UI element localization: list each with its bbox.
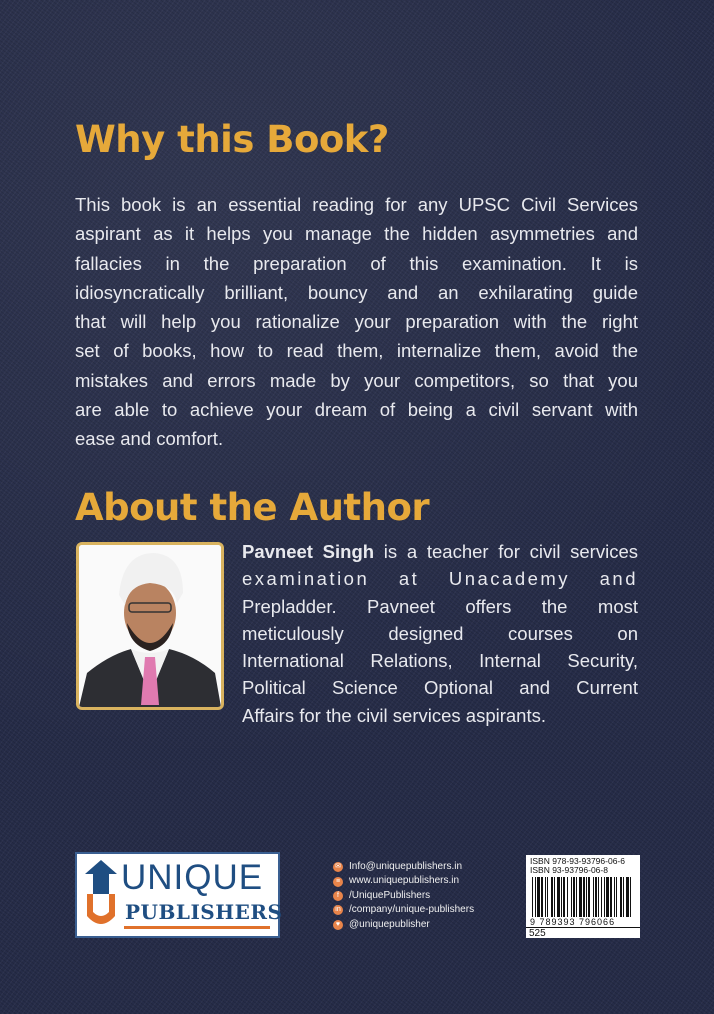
contact-text: /company/unique-publishers <box>349 904 475 916</box>
barcode-bar <box>616 877 617 917</box>
contact-linkedin[interactable] <box>333 903 474 917</box>
author-name: Pavneet Singh <box>242 541 375 562</box>
text-line: aspirant as it helps you manage the hidden asymmetries and <box>75 223 638 245</box>
text-line: that will help you rationalize your preparation with the right <box>75 311 638 333</box>
barcode-bar <box>532 877 533 917</box>
text-line: Political Science Optional and Current <box>242 677 638 699</box>
linkedin-icon: in <box>333 905 343 915</box>
barcode-bar <box>561 877 562 917</box>
barcode-bar <box>579 877 582 917</box>
isbn10: ISBN 93-93796-06-8 <box>530 865 608 875</box>
barcode-bar <box>588 877 590 917</box>
text-line: This book is an essential reading for any UPSC Civil Services <box>75 194 638 215</box>
text-line: examination at Unacademy and <box>242 568 638 590</box>
barcode-bar <box>583 877 585 917</box>
barcode-bar <box>595 877 597 917</box>
text-line: meticulously designed courses on <box>242 622 638 644</box>
barcode-bar <box>623 877 624 917</box>
email-icon: ✉ <box>333 862 343 872</box>
why-heading: Why this Book? <box>75 118 389 161</box>
logo-publishers-text: PUBLISHERS <box>125 900 283 924</box>
why-paragraph <box>75 190 638 454</box>
contact-list <box>333 860 474 932</box>
text-line: mistakes and errors made by your competitors, so that you <box>75 369 638 391</box>
barcode-bar <box>598 877 599 917</box>
text-line: Affairs for the civil services aspirants. <box>242 704 546 726</box>
barcode-bar <box>614 877 615 917</box>
facebook-icon: f <box>333 891 343 901</box>
text-fragment: is a teacher for civil services <box>374 541 638 562</box>
barcode-bar <box>610 877 612 917</box>
text-line: Prepladder. Pavneet offers the most <box>242 595 638 617</box>
barcode-bar <box>547 877 548 917</box>
author-photo <box>76 542 224 710</box>
author-heading: About the Author <box>75 486 430 529</box>
barcode-bars <box>530 877 634 917</box>
author-bio <box>242 538 638 729</box>
price-code: 525 <box>526 927 640 939</box>
web-icon: ≡ <box>333 877 343 887</box>
barcode-bar <box>620 877 622 917</box>
contact-website[interactable] <box>333 874 474 888</box>
contact-text: www.uniquepublishers.in <box>349 875 460 887</box>
barcode-bar <box>630 877 631 917</box>
text-line: ease and comfort. <box>75 428 224 450</box>
barcode-bar <box>551 877 553 917</box>
barcode-bar <box>586 877 587 917</box>
barcode-bar <box>557 877 560 917</box>
barcode-digits: 9 789393 796066 <box>530 917 616 927</box>
barcode-bar <box>567 877 568 917</box>
barcode-bar <box>576 877 577 917</box>
logo-unique-text: UNIQUE <box>121 858 264 897</box>
contact-facebook[interactable] <box>333 889 474 903</box>
publisher-logo <box>75 852 283 938</box>
barcode-bar <box>606 877 609 917</box>
contact-text: @uniquepublisher <box>349 918 430 930</box>
contact-twitter[interactable] <box>333 918 474 932</box>
text-line: are able to achieve your dream of being a civil servant with <box>75 399 638 421</box>
text-line: idiosyncratically brilliant, bouncy and an exhilarating guide <box>75 281 638 303</box>
contact-email[interactable] <box>333 860 474 874</box>
barcode-bar <box>537 877 540 917</box>
contact-text: Info@uniquepublishers.in <box>349 861 463 872</box>
barcode-bar <box>573 877 575 917</box>
barcode-bar <box>571 877 572 917</box>
barcode-bar <box>541 877 543 917</box>
twitter-icon: ♥ <box>333 920 343 930</box>
text-line <box>242 538 638 565</box>
text-line: fallacies in the preparation of this examination. It is <box>75 252 638 274</box>
barcode-bar <box>593 877 594 917</box>
contact-text: /UniquePublishers <box>349 889 431 901</box>
barcode-bar <box>626 877 629 917</box>
barcode-bar <box>604 877 605 917</box>
barcode-bar <box>535 877 536 917</box>
barcode-bar <box>554 877 555 917</box>
barcode-bar <box>563 877 565 917</box>
barcode-bar <box>545 877 546 917</box>
barcode-bar <box>601 877 602 917</box>
text-line: set of books, how to read them, internalize them, avoid the <box>75 340 638 362</box>
isbn13: ISBN 978-93-93796-06-6 <box>530 856 625 866</box>
isbn-barcode <box>526 855 640 938</box>
text-line: International Relations, Internal Security, <box>242 650 638 672</box>
